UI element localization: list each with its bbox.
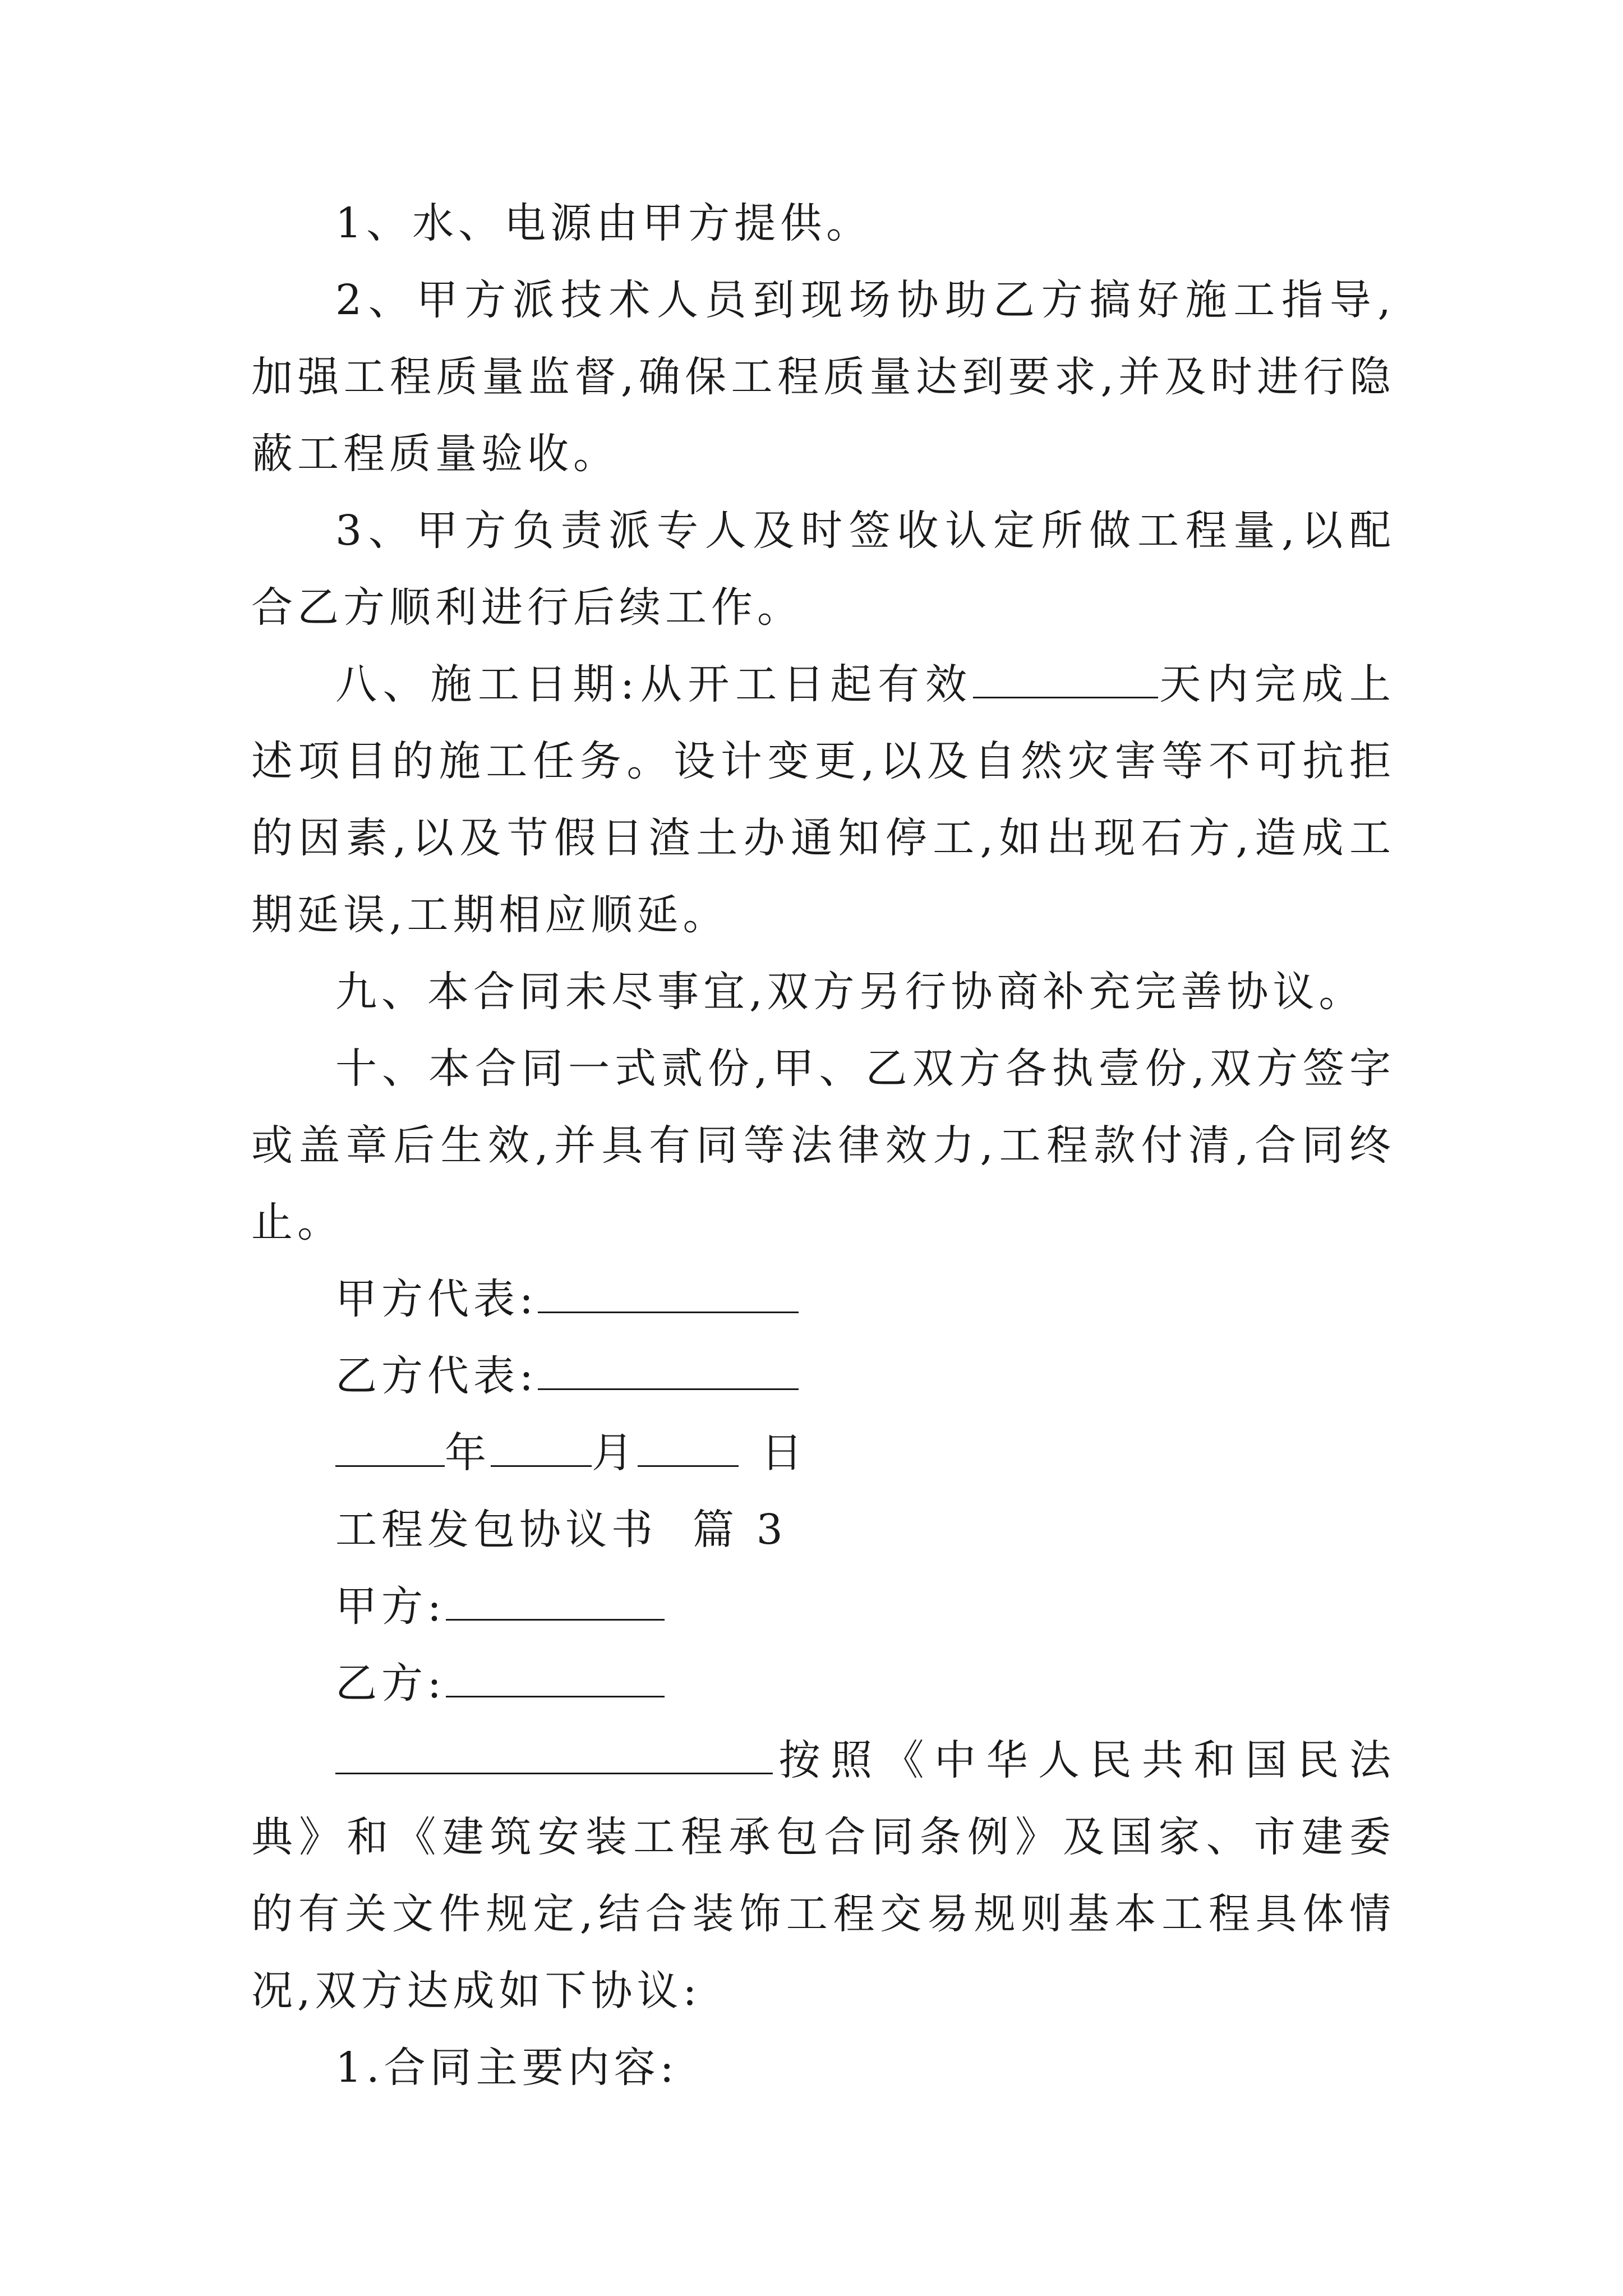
day-blank [638,1430,739,1467]
clause-8-text-before: 八、施工日期:从开工日起有效 [335,660,973,708]
year-blank [335,1430,445,1467]
item-1-heading: 1.合同主要内容: [335,2044,679,2092]
intro-blank [335,1738,773,1774]
section-title: 工程发包协议书 篇 3 [335,1506,787,1554]
party-a-representative [251,1261,1395,1338]
party-a-rep-blank [538,1277,799,1313]
party-b-label: 乙方: [335,1659,446,1708]
clause-7-item-3: 3、甲方负责派专人及时签收认定所做工程量,以配合乙方顺利进行后续工作。 [251,507,1395,632]
date-day-label: 日 [761,1429,807,1477]
party-a [251,1568,1395,1645]
clause-7-item-1: 1、水、电源由甲方提供。 [335,199,873,247]
signing-date [251,1415,1395,1492]
date-year-label: 年 [445,1429,491,1477]
document-body [251,185,1395,2106]
agreement-intro [251,1722,1395,2030]
clause-8-schedule [251,646,1395,954]
clause-8-text-after: 天内完成上述项目的施工任务。设计变更,以及自然灾害等不可抗拒的因素,以及节假日渣土办通知停工,如出现石方,造成工期延误,工期相应顺延。 [251,660,1395,939]
clause-10: 十、本合同一式贰份,甲、乙双方各执壹份,双方签字或盖章后生效,并具有同等法律效力,工程款付清,合同终止。 [251,1045,1395,1246]
date-month-label: 月 [592,1429,638,1477]
party-b [251,1645,1395,1722]
clause-9: 九、本合同未尽事宜,双方另行协商补充完善协议。 [335,968,1365,1016]
party-b-rep-blank [538,1354,799,1390]
party-a-label: 甲方: [335,1582,446,1631]
clause-7-item-2: 2、甲方派技术人员到现场协助乙方搞好施工指导,加强工程质量监督,确保工程质量达到要求,并及时进行隐蔽工程质量验收。 [251,276,1395,478]
party-b-rep-label: 乙方代表: [335,1352,538,1400]
month-blank [491,1430,592,1467]
days-blank [973,662,1158,698]
party-b-blank [446,1661,665,1697]
party-a-blank [446,1584,665,1621]
party-a-rep-label: 甲方代表: [335,1275,538,1323]
party-b-representative [251,1338,1395,1415]
agreement-intro-text: 按照《中华人民共和国民法典》和《建筑安装工程承包合同条例》及国家、市建委的有关文件规定,结合装饰工程交易规则基本工程具体情况,双方达成如下协议: [251,1736,1395,2015]
